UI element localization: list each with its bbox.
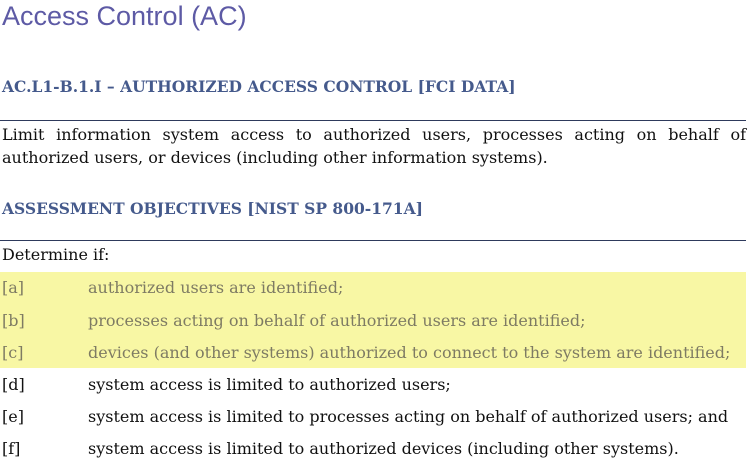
objective-b: [0, 310, 746, 332]
objective-text: system access is limited to authorized users;: [88, 375, 451, 394]
page-title: Access Control (AC): [2, 1, 247, 31]
objective-letter: [d]: [2, 375, 25, 394]
objective-text: devices (and other systems) authorized to connect to the system are identified;: [88, 343, 731, 362]
objective-c: [0, 342, 746, 364]
objective-letter: [b]: [2, 311, 25, 330]
objective-text: system access is limited to processes acting on behalf of authorized users; and: [88, 407, 729, 426]
control-heading-rule: [0, 120, 746, 121]
control-description: Limit information system access to authorized users, processes acting on behalf of authorized users, or devices (including other information systems).: [2, 125, 746, 167]
objective-letter: [f]: [2, 439, 21, 458]
objective-text: authorized users are identified;: [88, 278, 344, 297]
objectives-intro: Determine if:: [2, 245, 110, 264]
objective-letter: [e]: [2, 407, 24, 426]
objective-letter: [a]: [2, 278, 25, 297]
objectives-heading-rule: [0, 240, 746, 241]
objective-a: [0, 277, 746, 299]
objectives-heading: ASSESSMENT OBJECTIVES [NIST SP 800-171A]: [2, 199, 423, 218]
objective-e: [0, 406, 746, 428]
objective-text: system access is limited to authorized devices (including other systems).: [88, 439, 679, 458]
objective-f: [0, 438, 746, 460]
objective-letter: [c]: [2, 343, 24, 362]
control-heading: AC.L1-B.1.I – AUTHORIZED ACCESS CONTROL [FCI DATA]: [2, 77, 516, 96]
objective-text: processes acting on behalf of authorized users are identified;: [88, 311, 586, 330]
objective-d: [0, 374, 746, 396]
